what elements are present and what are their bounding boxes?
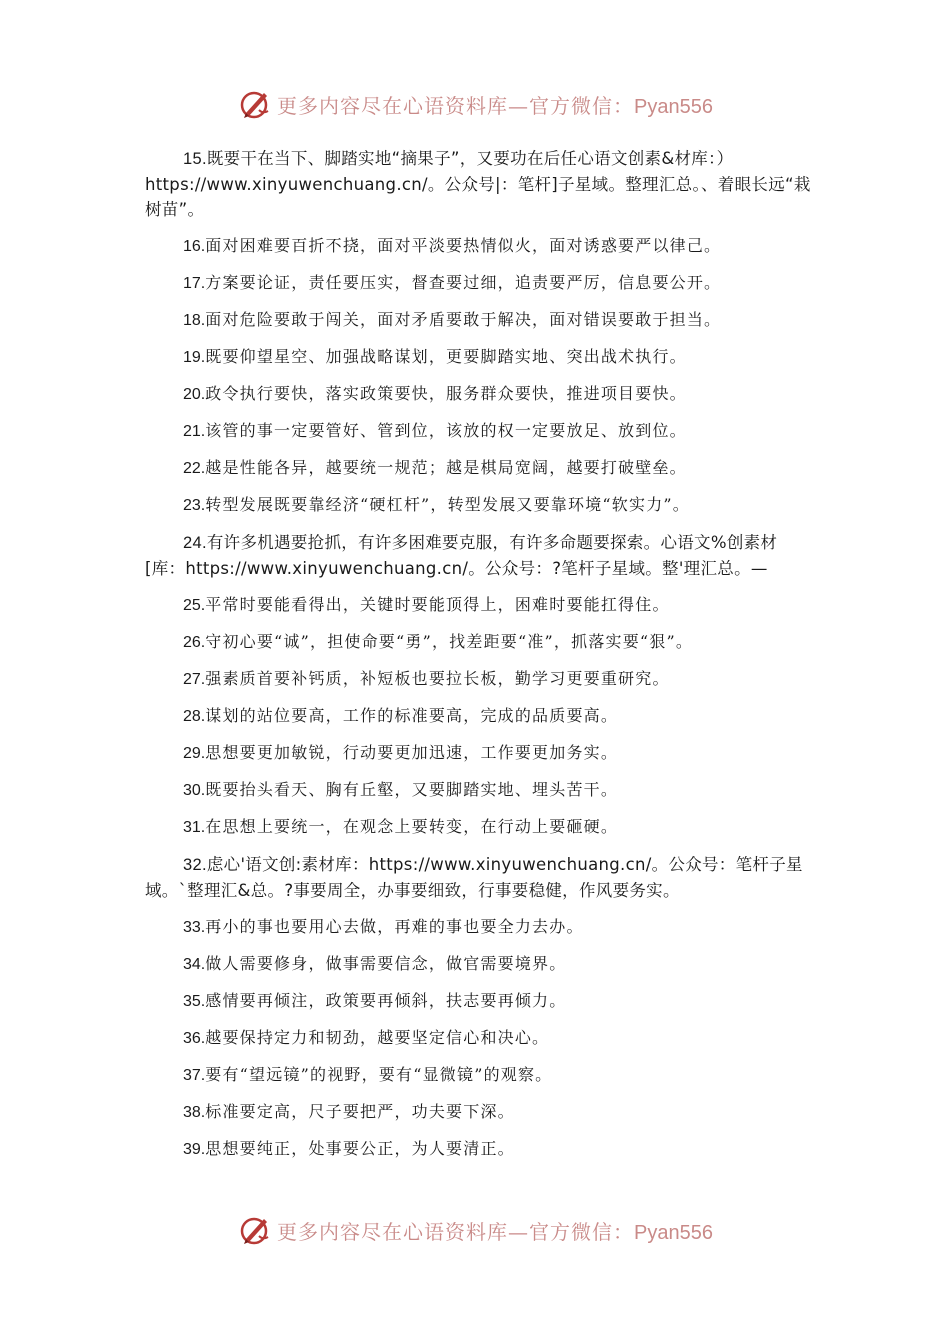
list-item <box>145 667 815 704</box>
header-banner <box>0 84 950 124</box>
item-text: 方案要论证，责任要压实，督查要过细，追责要严厉，信息要公开。 <box>205 273 722 292</box>
item-number: 24. <box>183 534 207 552</box>
item-text: 有许多机遇要抢抓，有许多困难要克服，有许多命题要探索。心语文%创素材[库：https://www.xinyuwenchuang.cn/。公众号：?笔杆子星域。整'理汇总。— <box>145 533 778 578</box>
item-text: 再小的事也要用心去做，再难的事也要全力去办。 <box>205 917 584 936</box>
item-text: 该管的事一定要管好、管到位，该放的权一定要放足、放到位。 <box>205 421 687 440</box>
item-number: 33. <box>183 919 206 936</box>
item-number: 30. <box>183 782 206 799</box>
item-number: 19. <box>183 349 206 366</box>
pen-logo-icon <box>237 86 273 122</box>
paragraph-item <box>145 852 815 903</box>
item-number: 21. <box>183 423 206 440</box>
item-text: 既要干在当下、脚踏实地“摘果子”，又要功在后任心语文创素&材库：）https://www.xinyuwenchuang.cn/。公众号|：笔杆]子星域。整理汇总。、着眼长远“栽树苗”。 <box>145 149 811 219</box>
item-number: 27. <box>183 671 206 688</box>
item-text: 谋划的站位要高，工作的标准要高，完成的品质要高。 <box>205 706 619 725</box>
list-item <box>145 593 815 630</box>
item-number: 39. <box>183 1141 206 1158</box>
item-number: 32. <box>183 856 207 874</box>
list-item <box>145 815 815 852</box>
item-text: 政令执行要快，落实政策要快，服务群众要快，推进项目要快。 <box>205 384 687 403</box>
list-item <box>145 1026 815 1063</box>
item-text: 虑心'语文创:素材库：https://www.xinyuwenchuang.cn/。公众号：笔杆子星域。`整理汇&总。?事要周全，办事要细致，行事要稳健，作风要务实。 <box>145 855 803 900</box>
pen-logo-icon <box>237 1212 273 1248</box>
document-body <box>145 146 815 1174</box>
list-item <box>145 989 815 1026</box>
list-item <box>145 493 815 530</box>
item-text: 标准要定高，尺子要把严，功夫要下深。 <box>205 1102 515 1121</box>
item-text: 既要仰望星空、加强战略谋划，更要脚踏实地、突出战术执行。 <box>205 347 687 366</box>
footer-banner-text: 更多内容尽在心语资料库—官方微信：Pyan556 <box>277 1219 713 1244</box>
list-item <box>145 419 815 456</box>
item-text: 越是性能各异，越要统一规范；越是棋局宽阔，越要打破壁垒。 <box>205 458 687 477</box>
list-item <box>145 382 815 419</box>
item-number: 35. <box>183 993 206 1010</box>
list-item <box>145 915 815 952</box>
item-text: 面对困难要百折不挠，面对平淡要热情似火，面对诱惑要严以律己。 <box>205 236 722 255</box>
item-number: 28. <box>183 708 206 725</box>
item-number: 29. <box>183 745 206 762</box>
list-item <box>145 1063 815 1100</box>
item-number: 36. <box>183 1030 206 1047</box>
item-text: 越要保持定力和韧劲，越要坚定信心和决心。 <box>205 1028 550 1047</box>
item-text: 要有“望远镜”的视野，要有“显微镜”的观察。 <box>205 1065 553 1084</box>
item-text: 平常时要能看得出，关键时要能顶得上，困难时要能扛得住。 <box>205 595 670 614</box>
item-text: 感情要再倾注，政策要再倾斜，扶志要再倾力。 <box>205 991 567 1010</box>
list-item <box>145 308 815 345</box>
item-number: 16. <box>183 238 206 255</box>
item-number: 38. <box>183 1104 206 1121</box>
footer-banner <box>0 1210 950 1250</box>
list-item <box>145 234 815 271</box>
item-number: 26. <box>183 634 206 651</box>
list-item <box>145 952 815 989</box>
list-item <box>145 456 815 493</box>
item-text: 转型发展既要靠经济“硬杠杆”，转型发展又要靠环境“软实力”。 <box>205 495 690 514</box>
item-number: 18. <box>183 312 206 329</box>
header-banner-text: 更多内容尽在心语资料库—官方微信：Pyan556 <box>277 93 713 118</box>
item-number: 15. <box>183 150 207 168</box>
list-item <box>145 1100 815 1137</box>
paragraph-item <box>145 530 815 581</box>
item-number: 34. <box>183 956 206 973</box>
list-item <box>145 704 815 741</box>
item-text: 既要抬头看天、胸有丘壑，又要脚踏实地、埋头苦干。 <box>205 780 619 799</box>
item-number: 17. <box>183 275 206 292</box>
list-item <box>145 345 815 382</box>
item-number: 31. <box>183 819 206 836</box>
list-item <box>145 630 815 667</box>
list-item <box>145 741 815 778</box>
item-number: 25. <box>183 597 206 614</box>
item-text: 在思想上要统一，在观念上要转变，在行动上要砸硬。 <box>205 817 619 836</box>
list-item <box>145 778 815 815</box>
item-number: 20. <box>183 386 206 403</box>
item-number: 22. <box>183 460 206 477</box>
item-text: 做人需要修身，做事需要信念，做官需要境界。 <box>205 954 567 973</box>
item-number: 23. <box>183 497 206 514</box>
item-text: 思想要纯正，处事要公正，为人要清正。 <box>205 1139 515 1158</box>
item-text: 思想要更加敏锐，行动要更加迅速，工作要更加务实。 <box>205 743 619 762</box>
item-text: 强素质首要补钙质，补短板也要拉长板，勤学习更要重研究。 <box>205 669 670 688</box>
item-text: 面对危险要敢于闯关，面对矛盾要敢于解决，面对错误要敢于担当。 <box>205 310 722 329</box>
item-text: 守初心要“诚”，担使命要“勇”，找差距要“准”，抓落实要“狠”。 <box>205 632 694 651</box>
list-item <box>145 271 815 308</box>
item-number: 37. <box>183 1067 206 1084</box>
paragraph-item <box>145 146 815 222</box>
list-item <box>145 1137 815 1174</box>
